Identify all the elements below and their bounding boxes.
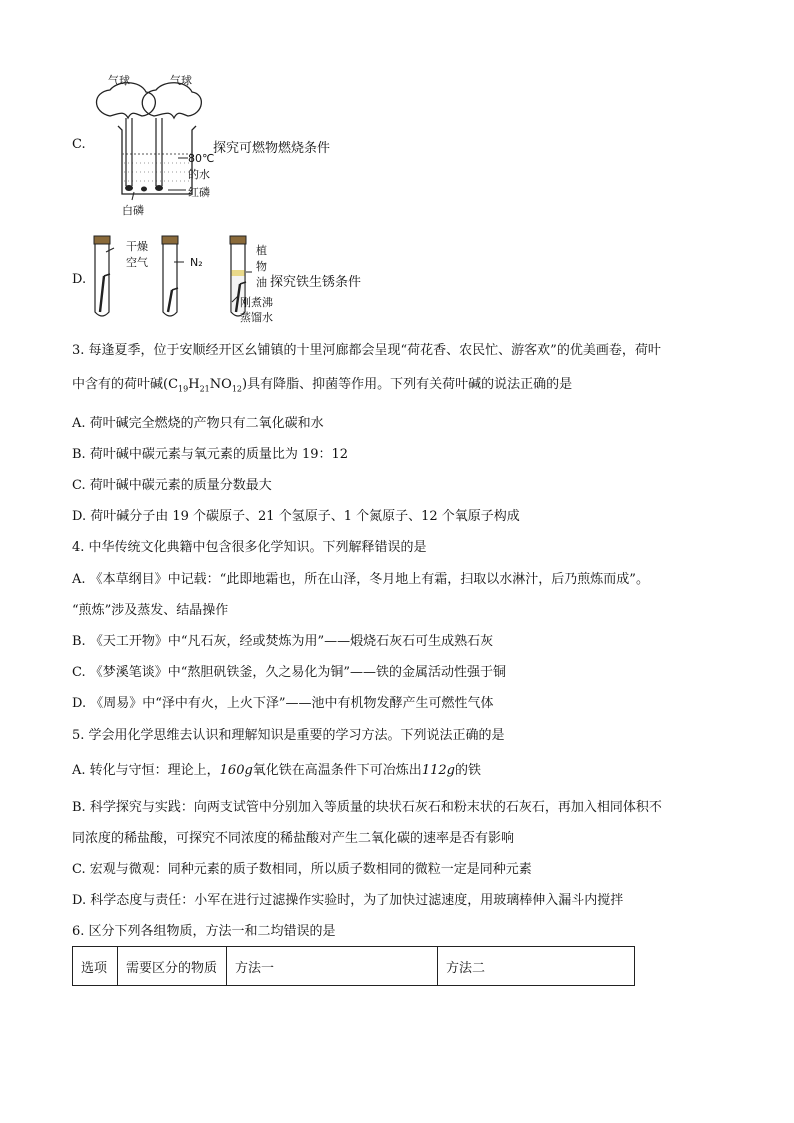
option-a-cont: “煎炼”涉及蒸发、结晶操作 (72, 603, 229, 618)
label-white-phosphorus: 白磷 (122, 204, 144, 217)
label-oil-1: 植 (256, 244, 267, 257)
option-a: A. 转化与守恒：理论上，160g氧化铁在高温条件下可冶炼出112g的铁 (72, 763, 481, 778)
label-water-temp: 80℃ (188, 152, 215, 165)
label-distilled-water: 蒸馏水 (240, 311, 273, 324)
question-stem: 3. 每逢夏季，位于安顺经开区幺铺镇的十里河廊都会呈现“荷花香、农民忙、游客欢”的优美画卷，荷叶 (72, 343, 661, 358)
option-d: D. 荷叶碱分子由 19 个碳原子、21 个氢原子、1 个氮原子、12 个氧原子构成 (72, 509, 520, 524)
white-phosphorus (125, 185, 133, 191)
chemical-formula: $(C_{19}H_{21}NO_{12})$ (163, 377, 248, 394)
table-header-cell: 需要区分的物质 (118, 947, 227, 986)
table-header-cell: 选项 (73, 947, 118, 986)
comparison-table (72, 946, 635, 986)
label-oil-3: 油 (256, 276, 267, 289)
label-balloon-left: 气球 (108, 74, 130, 87)
table-header-cell: 方法一 (227, 947, 438, 986)
label-air: 空气 (126, 256, 148, 269)
option-d: D. 《周易》中“泽中有火，上火下泽”——池中有机物发酵产生可燃性气体 (72, 696, 494, 711)
label-water: 的水 (188, 168, 210, 181)
option-letter: D. (72, 272, 87, 287)
option-letter: C. (72, 137, 86, 152)
table-header-row (73, 947, 635, 986)
label-dry: 干燥 (126, 240, 148, 253)
iron-nail (100, 276, 104, 312)
option-c: C. 荷叶碱中碳元素的质量分数最大 (72, 478, 272, 493)
label-red-phosphorus: 红磷 (188, 186, 210, 199)
option-d-caption: 探究铁生锈条件 (270, 275, 362, 290)
label-boiled: 刚煮沸 (240, 296, 273, 309)
plant-oil-layer (232, 270, 245, 276)
label-balloon-right: 气球 (170, 74, 192, 87)
option-c: C. 宏观与微观：同种元素的质子数相同，所以质子数相同的微粒一定是同种元素 (72, 862, 532, 877)
option-d: D. 科学态度与责任：小军在进行过滤操作实验时，为了加快过滤速度，用玻璃棒伸入漏斗内搅拌 (72, 893, 624, 908)
question-stem: 5. 学会用化学思维去认识和理解知识是重要的学习方法。下列说法正确的是 (72, 728, 505, 743)
table-header-cell: 方法二 (438, 947, 635, 986)
option-c: C. 《梦溪笔谈》中“熬胆矾铁釜，久之易化为铜”——铁的金属活动性强于铜 (72, 665, 507, 680)
option-a: A. 《本草纲目》中记载：“此即地霜也，所在山泽，冬月地上有霜，扫取以水淋汁，后乃煎炼而成”。 (72, 572, 649, 587)
option-b: B. 《天工开物》中“凡石灰，经或焚炼为用”——煅烧石灰石可生成熟石灰 (72, 634, 494, 649)
beaker (118, 126, 196, 194)
red-phosphorus (155, 185, 163, 191)
option-a: A. 荷叶碱完全燃烧的产物只有二氧化碳和水 (72, 416, 324, 431)
label-oil-2: 物 (256, 260, 267, 273)
option-b-cont: 同浓度的稀盐酸，可探究不同浓度的稀盐酸对产生二氧化碳的速率是否有影响 (72, 831, 515, 846)
question-stem: 4. 中华传统文化典籍中包含很多化学知识。下列解释错误的是 (72, 540, 427, 555)
question-stem: 6. 区分下列各组物质，方法一和二均错误的是 (72, 924, 336, 939)
label-nitrogen: N₂ (190, 256, 203, 269)
option-b: B. 科学探究与实践：向两支试管中分别加入等质量的块状石灰石和粉末状的石灰石，再加入相同体积不 (72, 800, 662, 815)
question-stem-line2: 中含有的荷叶碱$(C_{19}H_{21}NO_{12})$具有降脂、抑菌等作用。下列有关荷叶碱的说法正确的是 (72, 377, 573, 394)
option-b: B. 荷叶碱中碳元素与氧元素的质量比为 19：12 (72, 447, 349, 462)
option-c-caption: 探究可燃物燃烧条件 (213, 141, 331, 156)
